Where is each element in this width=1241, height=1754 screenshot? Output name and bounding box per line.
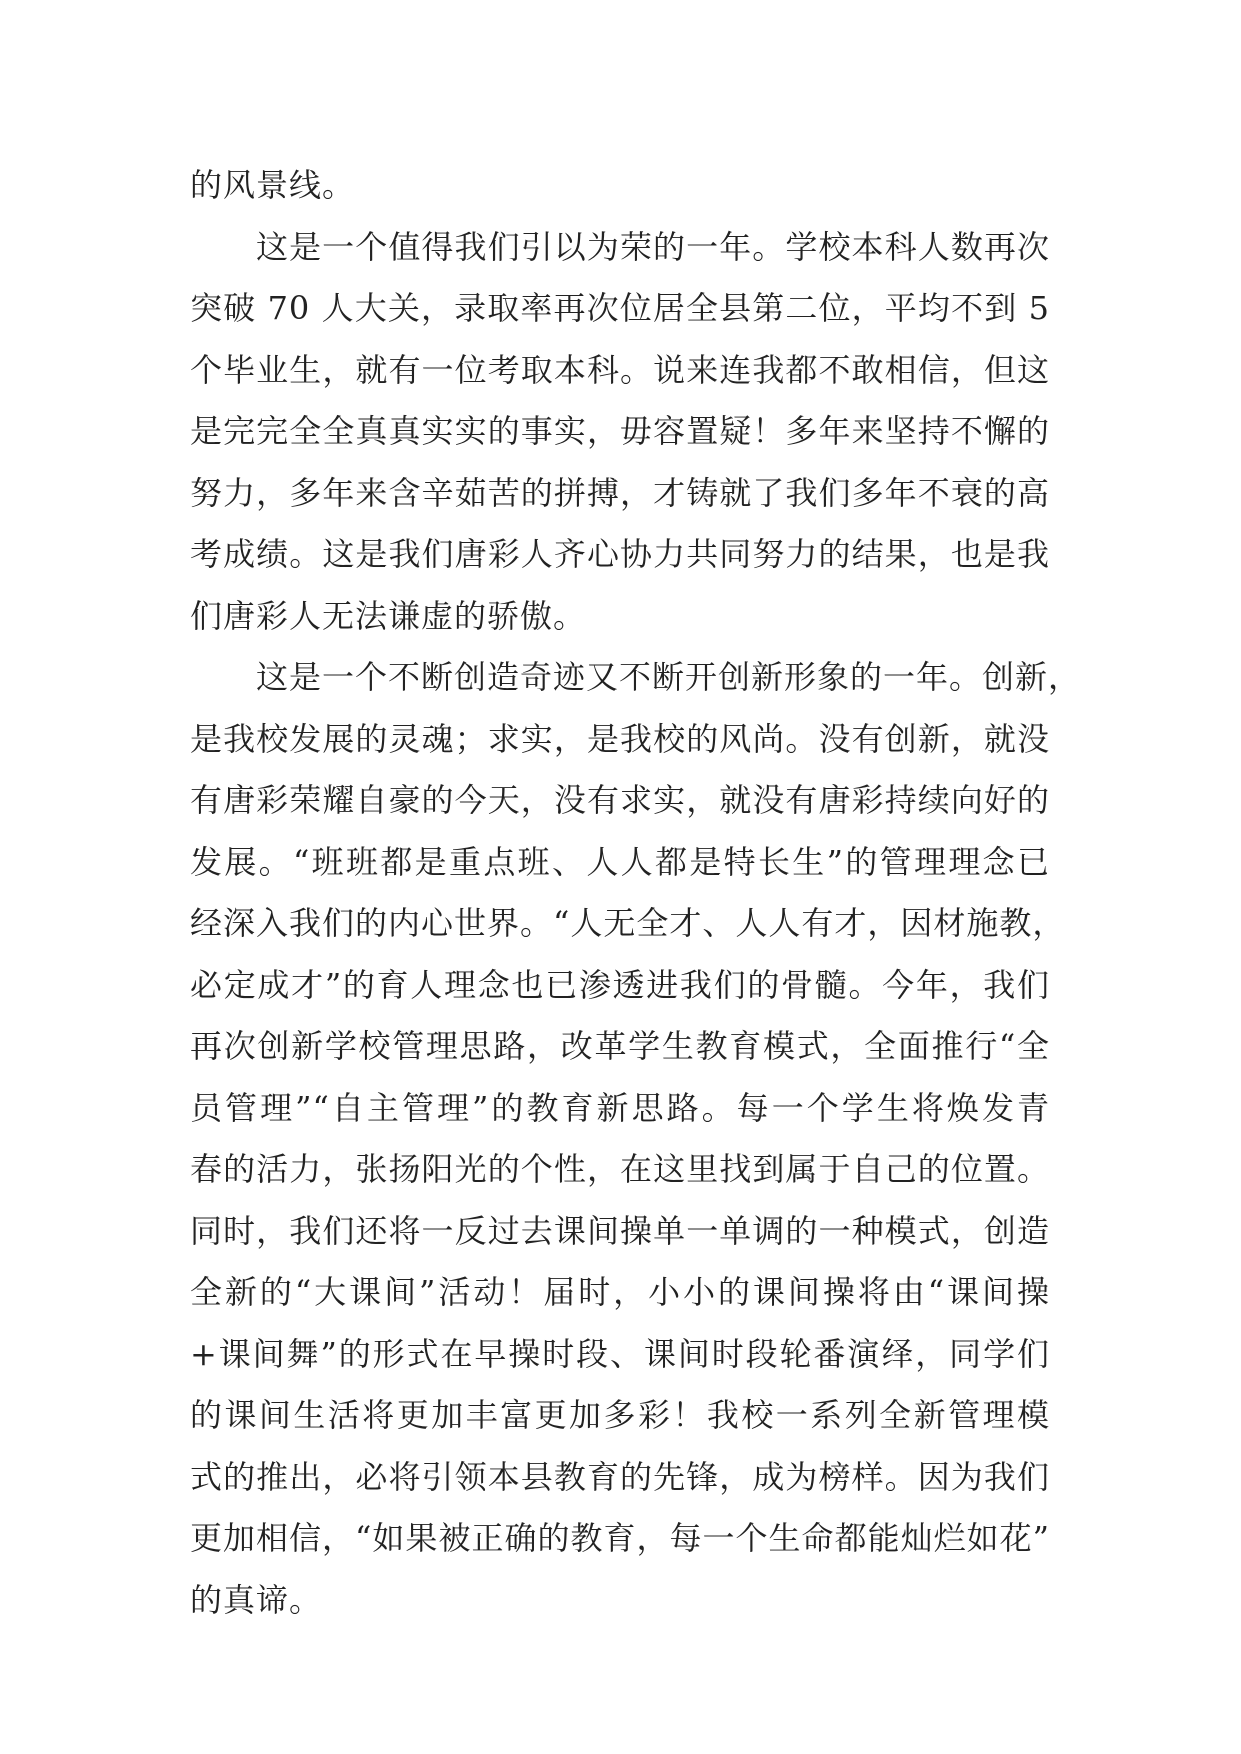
paragraph-line: 们唐彩人无法谦虚的骄傲。 — [190, 596, 587, 635]
paragraph-line: 再次创新学校管理思路，改革学生教育模式，全面推行“全 — [190, 1027, 1050, 1065]
paragraph-line: 更加相信，“如果被正确的教育，每一个生命都能灿烂如花” — [190, 1519, 1050, 1557]
paragraph-line: 是完完全全真真实实的事实，毋容置疑！多年来坚持不懈的 — [190, 412, 1050, 450]
paragraph-line: +课间舞”的形式在早操时段、课间时段轮番演绎，同学们 — [190, 1334, 1050, 1373]
paragraph-line: 突破 70 人大关，录取率再次位居全县第二位，平均不到 5 — [190, 289, 1050, 327]
paragraph-line: 经深入我们的内心世界。“人无全才、人人有才，因材施教， — [190, 904, 1066, 942]
paragraph-line: 发展。“班班都是重点班、人人都是特长生”的管理理念已 — [190, 842, 1050, 881]
paragraph-line: 有唐彩荣耀自豪的今天，没有求实，就没有唐彩持续向好的 — [190, 781, 1050, 819]
paragraph-line: 这是一个不断创造奇迹又不断开创新形象的一年。创新， — [256, 658, 1082, 696]
paragraph-line: 式的推出，必将引领本县教育的先锋，成为榜样。因为我们 — [190, 1457, 1050, 1496]
paragraph-line: 的风景线。 — [190, 166, 356, 204]
paragraph-line: 这是一个值得我们引以为荣的一年。学校本科人数再次 — [256, 227, 1050, 266]
body-text — [190, 155, 1082, 1631]
paragraph-line: 全新的“大课间”活动！届时，小小的课间操将由“课间操 — [190, 1273, 1050, 1311]
paragraph-line: 的真谛。 — [190, 1580, 323, 1619]
paragraph-line: 是我校发展的灵魂；求实，是我校的风尚。没有创新，就没 — [190, 719, 1050, 758]
paragraph-line: 员管理”“自主管理”的教育新思路。每一个学生将焕发青 — [190, 1088, 1050, 1127]
paragraph-line: 考成绩。这是我们唐彩人齐心协力共同努力的结果，也是我 — [190, 535, 1050, 573]
paragraph-line: 春的活力，张扬阳光的个性，在这里找到属于自己的位置。 — [190, 1150, 1050, 1188]
paragraph-line: 努力，多年来含辛茹苦的拼搏，才铸就了我们多年不衰的高 — [190, 473, 1050, 512]
paragraph-line: 必定成才”的育人理念也已渗透进我们的骨髓。今年，我们 — [190, 965, 1050, 1004]
paragraph-line: 个毕业生，就有一位考取本科。说来连我都不敢相信，但这 — [190, 350, 1050, 389]
paragraph-line: 同时，我们还将一反过去课间操单一单调的一种模式，创造 — [190, 1211, 1050, 1250]
paragraph-line: 的课间生活将更加丰富更加多彩！我校一系列全新管理模 — [190, 1396, 1050, 1434]
